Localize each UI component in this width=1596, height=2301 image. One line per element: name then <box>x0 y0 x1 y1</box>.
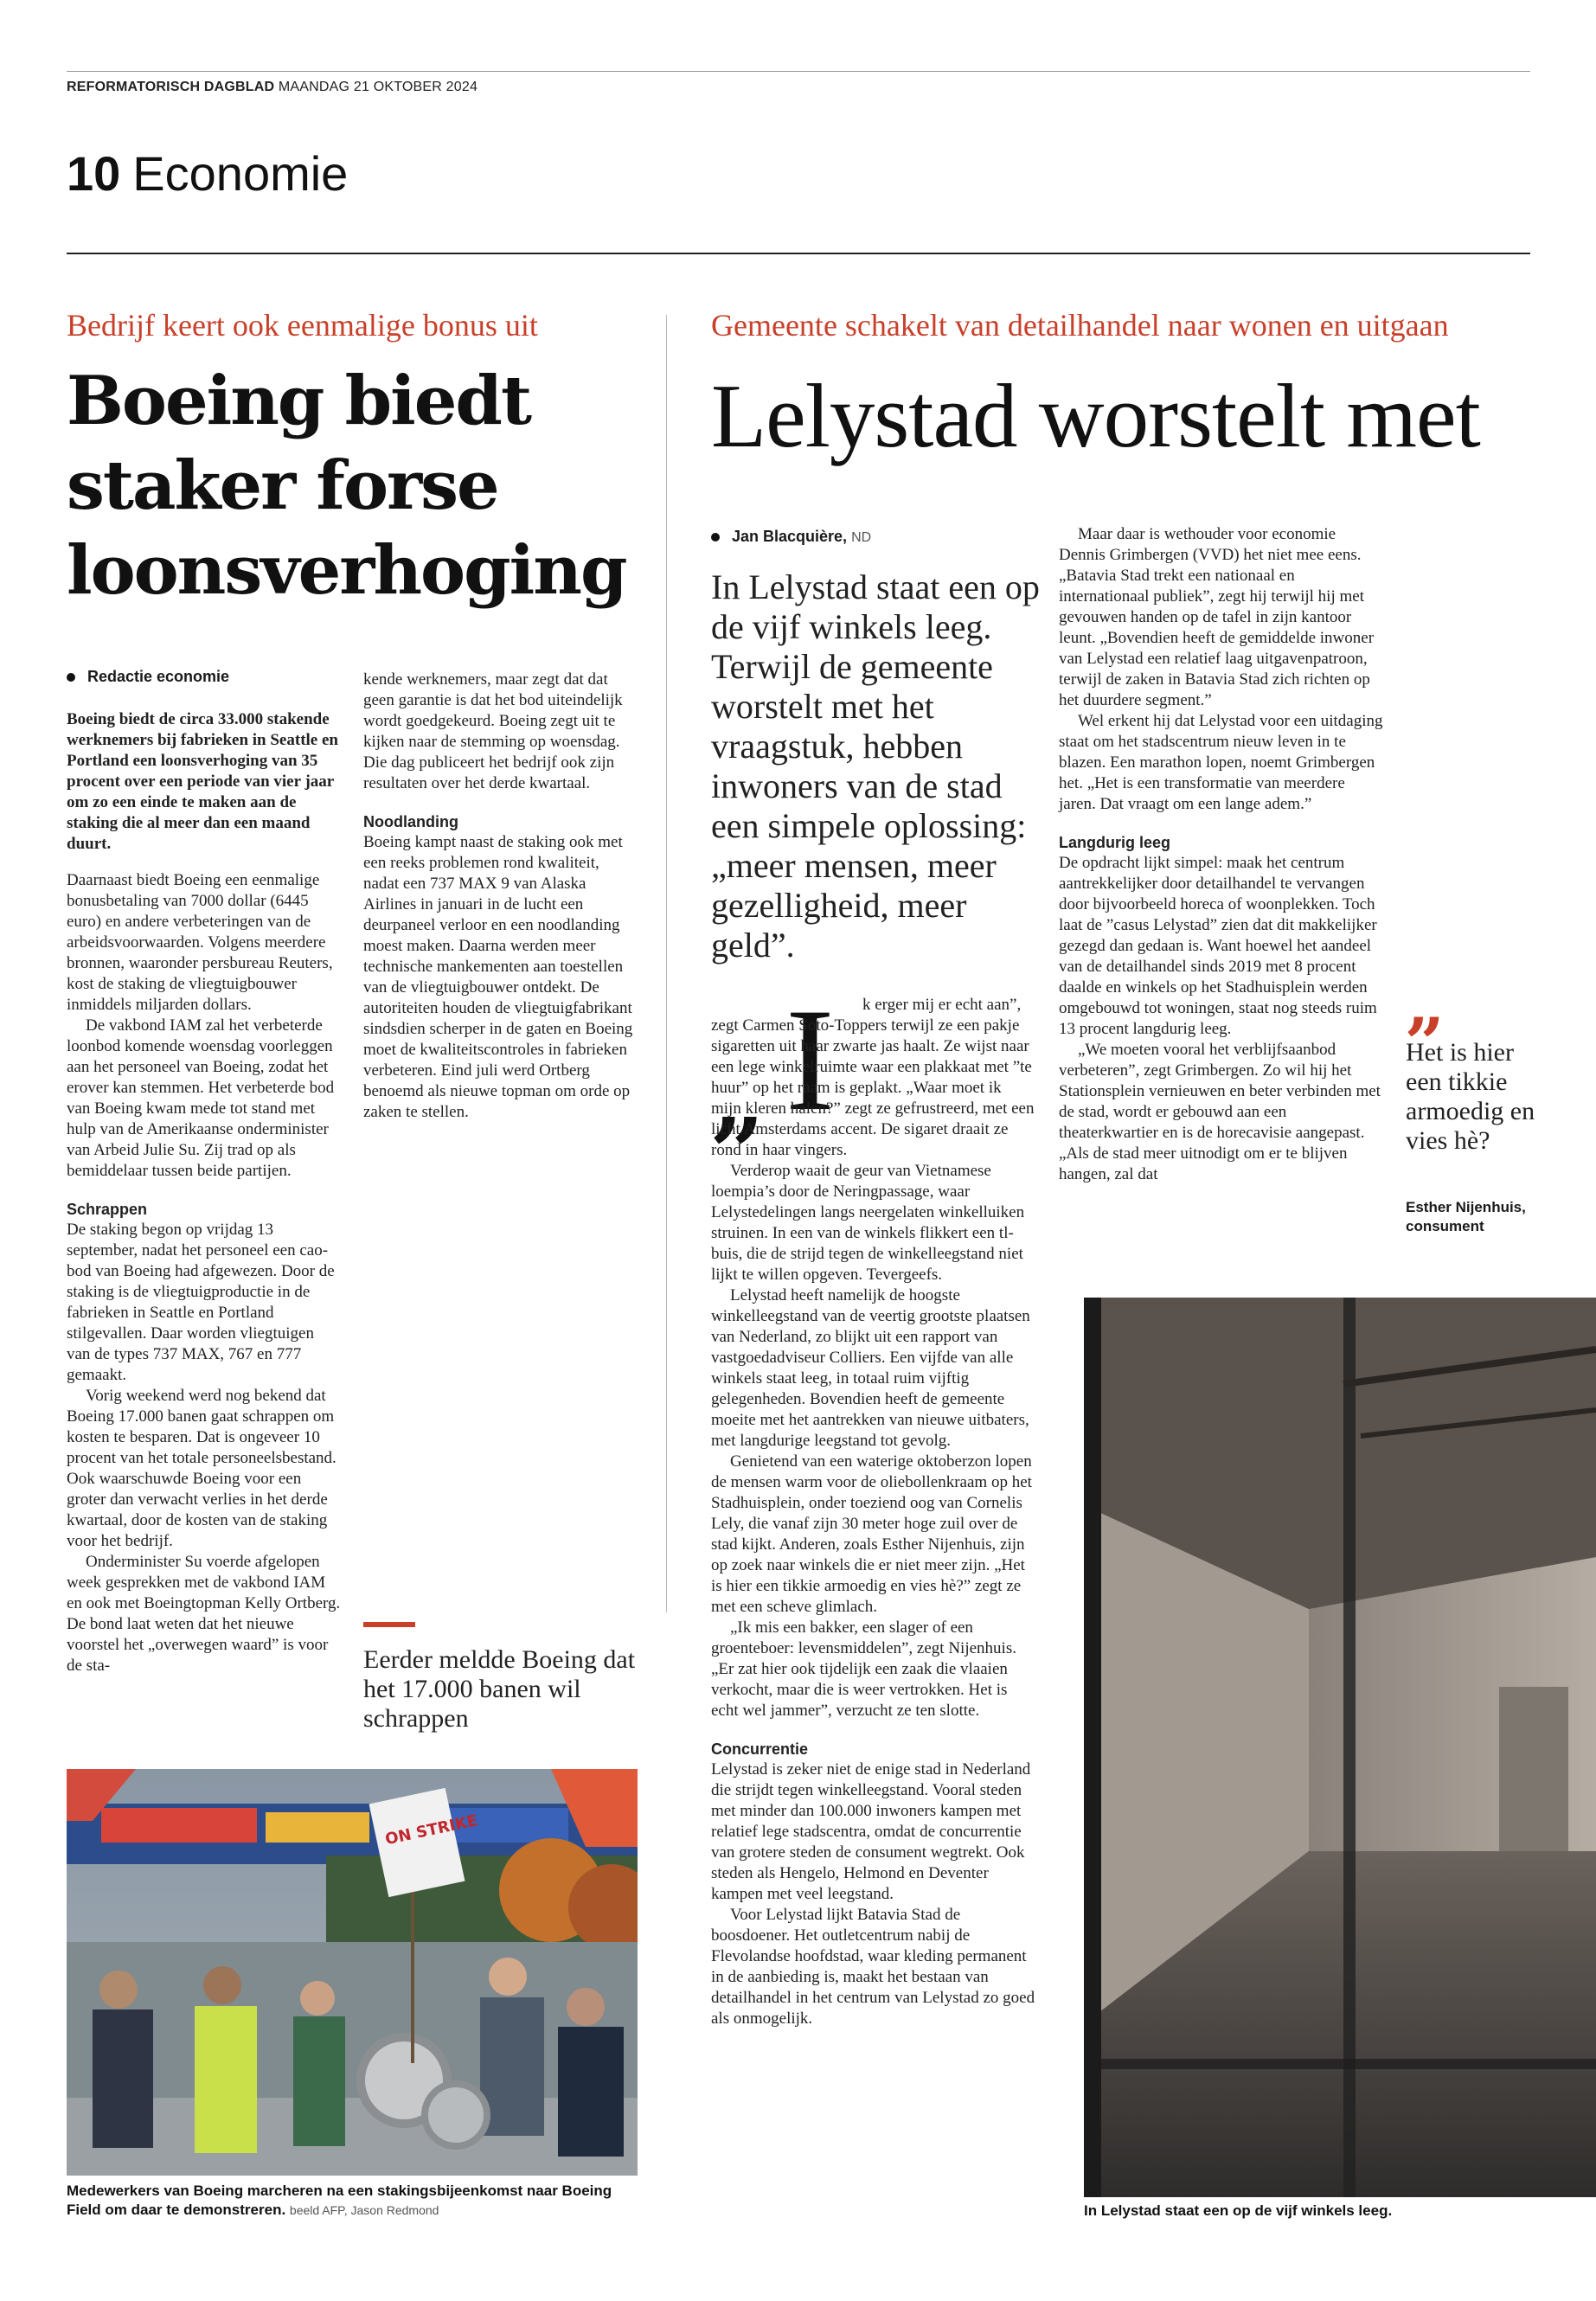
subheading: Langdurig leeg <box>1059 834 1171 851</box>
body-paragraph: Daarnaast biedt Boeing een eenmalige bonusbetaling van 7000 dollar (6445 euro) en andere verbeteringen van de arbeidsvoorwaarden. Volgens meerdere bronnen, waaronder persbureau Reuters, kost de staking de vliegtuigbouwer inmiddels miljarden dollars. <box>67 871 333 1014</box>
byline-author: Redactie economie <box>87 668 230 685</box>
paper-name: REFORMATORISCH DAGBLAD <box>67 80 275 94</box>
byline-dot <box>711 533 720 542</box>
body-paragraph: De vakbond IAM zal het verbeterde loonbod komende woensdag voorleggen aan het personeel van Boeing, zodat het erover kan stemmen. Het verbeterde bod van Boeing kwam mede tot stand met hulp van de Amerikaanse onderminister van Arbeid Julie Su. Zij trad op als bemiddelaar tussen beide partijen. <box>67 1016 335 1180</box>
body-paragraph: Maar daar is wethouder voor economie Dennis Grimbergen (VVD) het niet mee eens. „Batavia Stad trekt een nationaal en internationaal publiek”, zegt hij terwijl hij met gevouwen handen op de tafel in zijn kantoor leunt. „Bovendien heeft de gemiddelde inwoner van Lelystad een relatief laag uitgavenpatroon, terwijl de zaken in Batavia Stad zich richten op het duurdere segment.” <box>1059 525 1375 709</box>
photo-illustration <box>67 1769 638 2176</box>
subheading: Schrappen <box>67 1201 148 1218</box>
body-paragraph: kende werknemers, maar zegt dat dat geen garantie is dat het bod uiteindelijk wordt goedgekeurd. Boeing zegt uit te kijken naar de stemming op woensdag. Die dag publiceert het bedrijf ook zijn resultaten over het derde kwartaal. <box>363 670 623 792</box>
boeing-strike-photo <box>67 1769 638 2176</box>
left-headline <box>67 359 655 613</box>
right-column-2 <box>1059 524 1383 1185</box>
body-paragraph: Wel erkent hij dat Lelystad voor een uitdaging staat om het stadscentrum nieuw leven in te blazen. Een marathon lopen, noemt Grimbergen het. „Het is een transformatie van meerdere jaren. Dat vraagt om een lange adem.” <box>1059 712 1383 813</box>
dropcap-quote: „ <box>711 1042 766 1154</box>
pullquote-accent <box>363 1622 415 1627</box>
body-paragraph: Onderminister Su voerde afgelopen week gesprekken met de vakbond IAM en ook met Boeingtopman Kelly Ortberg. De bond laat weten dat het nieuwe voorstel het „overwegen waard” is voor de sta- <box>67 1553 341 1675</box>
left-byline <box>67 668 229 686</box>
dropcap-letter: I <box>785 978 835 1141</box>
lelystad-photo-caption: In Lelystad staat een op de vijf winkels leeg. <box>1084 2202 1393 2219</box>
body-paragraph: De staking begon op vrijdag 13 september, nadat het personeel een cao-bod van Boeing had afgewezen. Door de staking is de vliegtuigproductie in de fabrieken in Seattle en Portland stilgevallen. Daar worden vliegtuigen van de types 737 MAX, 767 en 777 gemaakt. <box>67 1221 335 1384</box>
issue-date: MAANDAG 21 OKTOBER 2024 <box>278 80 478 94</box>
byline-dot <box>67 673 75 682</box>
headline-line: Boeing biedt <box>67 362 530 440</box>
body-paragraph: „Ik mis een bakker, een slager of een groenteboer: levensmiddelen”, zegt Nijenhuis. „Er zat hier ook tijdelijk een zaak die vlaaien verkocht, maar die is weer vertrokken. Het is echt wel jammer”, verzucht ze ten slotte. <box>711 1618 1016 1720</box>
body-paragraph: Lelystad heeft namelijk de hoogste winkelleegstand van de veertig grootste plaatsen van Nederland, zo blijkt uit een rapport van vastgoedadviseur Colliers. Een vijfde van alle winkels staat leeg, in totaal ruim vijftig gelegenheden. Bovendien heeft de gemeente moeite met het aantrekken van nieuwe uitbaters, met langdurige leegstand tot gevolg. <box>711 1286 1030 1450</box>
byline-org: ND <box>851 530 872 545</box>
body-paragraph: Lelystad is zeker niet de enige stad in Nederland die strijdt tegen winkelleegstand. Vooral steden met minder dan 100.000 inwoners kampen met relatief lege stadscentra, omdat de concurrentie van grotere steden de consument wegtrekt. Ook steden als Hengelo, Helmond en Deventer kampen met veel leegstand. <box>711 1760 1031 1903</box>
left-column-1 <box>67 709 342 1676</box>
section-name: Economie <box>132 146 349 201</box>
empty-shop-photo <box>1084 1298 1596 2197</box>
lead-paragraph: Boeing biedt de circa 33.000 stakende werknemers bij fabrieken in Seattle en Portland een loonsverhoging van 35 procent over een periode van vier jaar om zo een einde te maken aan de staking die al meer dan een maand duurt. <box>67 710 338 853</box>
body-paragraph: Vorig weekend werd nog bekend dat Boeing 17.000 banen gaat schrappen om kosten te besparen. Dat is ongeveer 10 procent van het totale personeelsbestand. Ook waarschuwde Boeing voor een groter dan verwacht verlies in het derde kwartaal, door de kosten van de staking voor het bedrijf. <box>67 1387 337 1550</box>
caption-text: Medewerkers van Boeing marcheren na een stakingsbijeenkomst naar Boeing Field om daar te demonstreren. <box>67 2182 612 2218</box>
page-number: 10 <box>67 146 121 201</box>
right-intro: In Lelystad staat een op de vijf winkels leeg. Terwijl de gemeente worstelt met het vraagstuk, hebben inwoners van de stad een simpele oplossing: „meer mensen, meer gezelligheid, meer geld”. <box>711 567 1040 965</box>
body-paragraph: Genietend van een waterige oktoberzon lopen de mensen warm voor de oliebollenkraam op het Stadhuisplein, onder toeziend oog van Cornelis Lely, die vanaf zijn 30 meter hoge zuil over de stad kijkt. Anderen, zoals Esther Nijenhuis, zijn op zoek naar winkels die er niet meer zijn. „Het is hier een tikkie armoedig en vies hè?” zegt ze met een scheve glimlach. <box>711 1452 1032 1616</box>
headline-line: loonsverhoging <box>67 531 626 610</box>
body-paragraph: „We moeten vooral het verblijfsaanbod verbeteren”, zegt Grimbergen. Zo wil hij het Stationsplein vernieuwen en beter verbinden met de stad, wordt er gebouwd aan een theaterkwartier en is de horecavisie aangepast. „Als de stad meer uitnodigt om er te blijven hangen, zal dat <box>1059 1041 1381 1183</box>
section-header <box>67 145 348 202</box>
body-paragraph: k erger mij er echt aan”, zegt Carmen Soto-Toppers terwijl ze een pakje sigaretten uit haar zwarte jas haalt. Ze wijst naar een lege winkelruimte waar een plakkaat met ”te huur” op het raam is geplakt. „Waar moet ik mijn kleren halen?” zegt ze gefrustreerd, met een licht Amsterdams accent. De sigaret draait ze rond in haar vingers. <box>711 996 1035 1159</box>
boeing-photo-caption <box>67 2182 638 2220</box>
left-pullquote: Eerder meldde Boeing dat het 17.000 banen wil schrappen <box>363 1645 636 1733</box>
side-quote-source: Esther Nijenhuis, consument <box>1406 1199 1526 1234</box>
left-kicker: Bedrijf keert ook eenmalige bonus uit <box>67 308 538 343</box>
left-column-2 <box>363 670 638 1123</box>
body-paragraph: Voor Lelystad lijkt Batavia Stad de boosdoener. Het outletcentrum nabij de Flevolandse hoofdstad, waar kleding permanent in de aanbieding is, maakt het bestaan van detailhandel in het centrum van Lelystad zo goed als onmogelijk. <box>711 1906 1035 2028</box>
photo-illustration <box>1084 1298 1596 2197</box>
side-quote-mark: „ <box>1406 963 1446 1044</box>
right-column-1 <box>711 978 1035 2029</box>
right-kicker: Gemeente schakelt van detailhandel naar wonen en uitgaan <box>711 308 1449 343</box>
photo-credit: beeld AFP, Jason Redmond <box>289 2203 439 2217</box>
headline-line: staker forse <box>67 446 498 525</box>
body-paragraph: Verderop waait de geur van Vietnamese loempia’s door de Neringpassage, waar Lelystedelingen langs neergelaten winkelluiken struinen. In een van de winkels flikkert een tl-buis, die de strijd tegen de winkelleegstand niet lijkt te willen opgeven. Tevergeefs. <box>711 1162 1025 1284</box>
article-divider <box>666 315 667 1612</box>
right-headline: Lelystad worstelt met <box>711 365 1480 466</box>
body-paragraph: Boeing kampt naast de staking ook met een reeks problemen rond kwaliteit, nadat een 737 MAX 9 van Alaska Airlines in januari in de lucht een deurpaneel verloor en een noodlanding moest maken. Daarna werden meer technische mankementen aan toestellen van de vliegtuigbouwer ontdekt. De autoriteiten houden de vliegtuigfabrikant sindsdien scherper in de gaten en Boeing moet de kwaliteitscontroles in fabrieken verbeteren. Eind juli werd Ortberg benoemd als nieuwe topman om orde op zaken te stellen. <box>363 833 633 1121</box>
masthead <box>67 80 478 95</box>
top-rule <box>67 71 1530 72</box>
strike-sign-text: ON STRIKE <box>383 1811 480 1849</box>
byline-author: Jan Blacquière, <box>732 528 848 545</box>
subheading: Noodlanding <box>363 813 458 830</box>
body-paragraph: De opdracht lijkt simpel: maak het centrum aantrekkelijker door detailhandel te vervangen door bijvoorbeeld horeca of woonplekken. Toch laat de ”casus Lelystad” zien dat dit makkelijker gezegd dan gedaan is. Want hoewel het aandeel van de detailhandel sinds 2019 met 8 procent daalde en winkels op het Stadhuisplein werden omgebouwd tot woningen, staat nog steeds ruim 13 procent langdurig leeg. <box>1059 854 1377 1038</box>
section-rule <box>67 253 1530 254</box>
right-byline <box>711 528 871 546</box>
subheading: Concurrentie <box>711 1740 809 1758</box>
side-quote-text: Het is hier een tikkie armoedig en vies hè? <box>1406 1038 1535 1155</box>
